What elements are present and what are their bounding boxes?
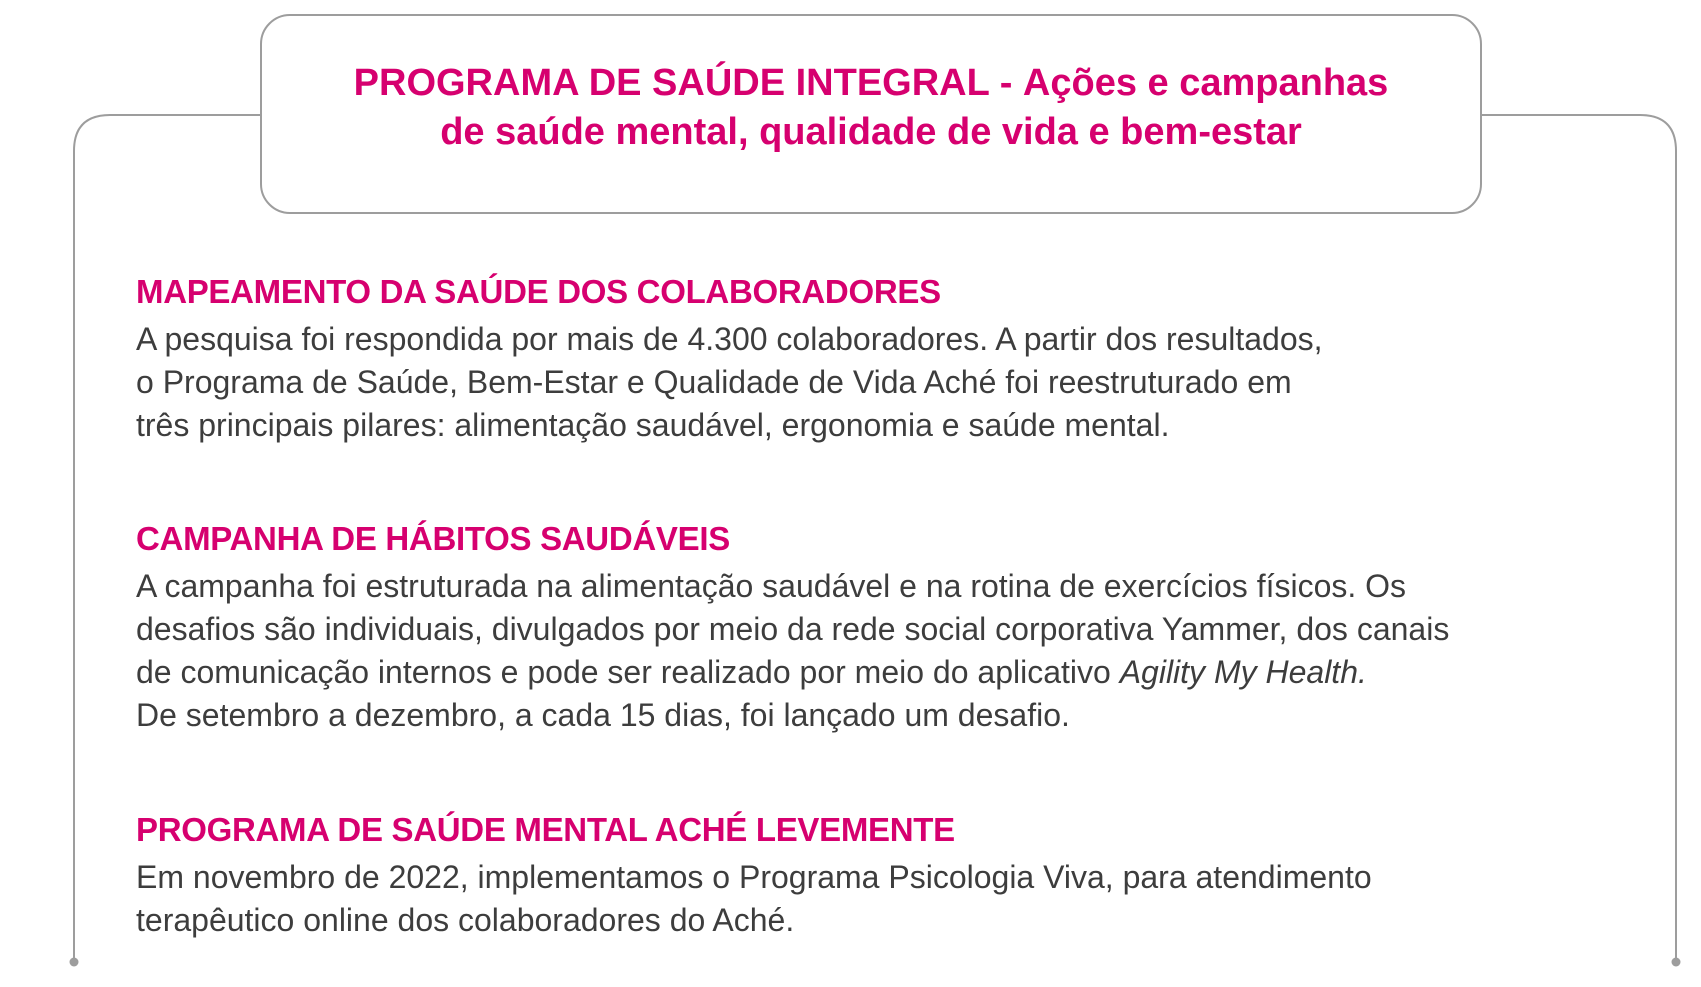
body-line-with-app	[136, 651, 1636, 694]
title-line-1	[354, 59, 1389, 108]
body-line: A campanha foi estruturada na alimentação saudável e na rotina de exercícios físicos. Os	[136, 568, 1407, 604]
section-health-mapping	[136, 272, 1636, 447]
app-name: Agility My Health.	[1119, 654, 1367, 690]
body-line: A pesquisa foi respondida por mais de 4.300 colaboradores. A partir dos resultados,	[136, 321, 1323, 357]
section-mental-health-program	[136, 810, 1636, 942]
frame-right-dot	[1672, 958, 1681, 967]
section-heading: MAPEAMENTO DA SAÚDE DOS COLABORADORES	[136, 273, 941, 310]
body-line: terapêutico online dos colaboradores do Aché.	[136, 902, 795, 938]
section-body	[136, 318, 1636, 447]
title-box	[260, 14, 1482, 214]
title-program-name: PROGRAMA DE SAÚDE INTEGRAL -	[353, 62, 1013, 104]
body-line: Em novembro de 2022, implementamos o Programa Psicologia Viva, para atendimento	[136, 859, 1372, 895]
section-healthy-habits	[136, 519, 1636, 737]
section-heading: PROGRAMA DE SAÚDE MENTAL ACHÉ LEVEMENTE	[136, 811, 955, 848]
body-line: De setembro a dezembro, a cada 15 dias, foi lançado um desafio.	[136, 697, 1070, 733]
body-line-text: de comunicação internos e pode ser realizado por meio do aplicativo	[136, 654, 1111, 690]
title-subtitle-part1: Ações e campanhas	[1022, 62, 1389, 104]
body-line: o Programa de Saúde, Bem-Estar e Qualidade de Vida Aché foi reestruturado em	[136, 364, 1292, 400]
section-body	[136, 565, 1636, 737]
body-line: três principais pilares: alimentação saudável, ergonomia e saúde mental.	[136, 407, 1170, 443]
body-line: desafios são individuais, divulgados por meio da rede social corporativa Yammer, dos canais	[136, 611, 1450, 647]
section-body	[136, 856, 1636, 942]
frame-left-dot	[70, 958, 79, 967]
section-heading: CAMPANHA DE HÁBITOS SAUDÁVEIS	[136, 520, 730, 557]
title-subtitle-part2: de saúde mental, qualidade de vida e bem-estar	[440, 111, 1302, 153]
